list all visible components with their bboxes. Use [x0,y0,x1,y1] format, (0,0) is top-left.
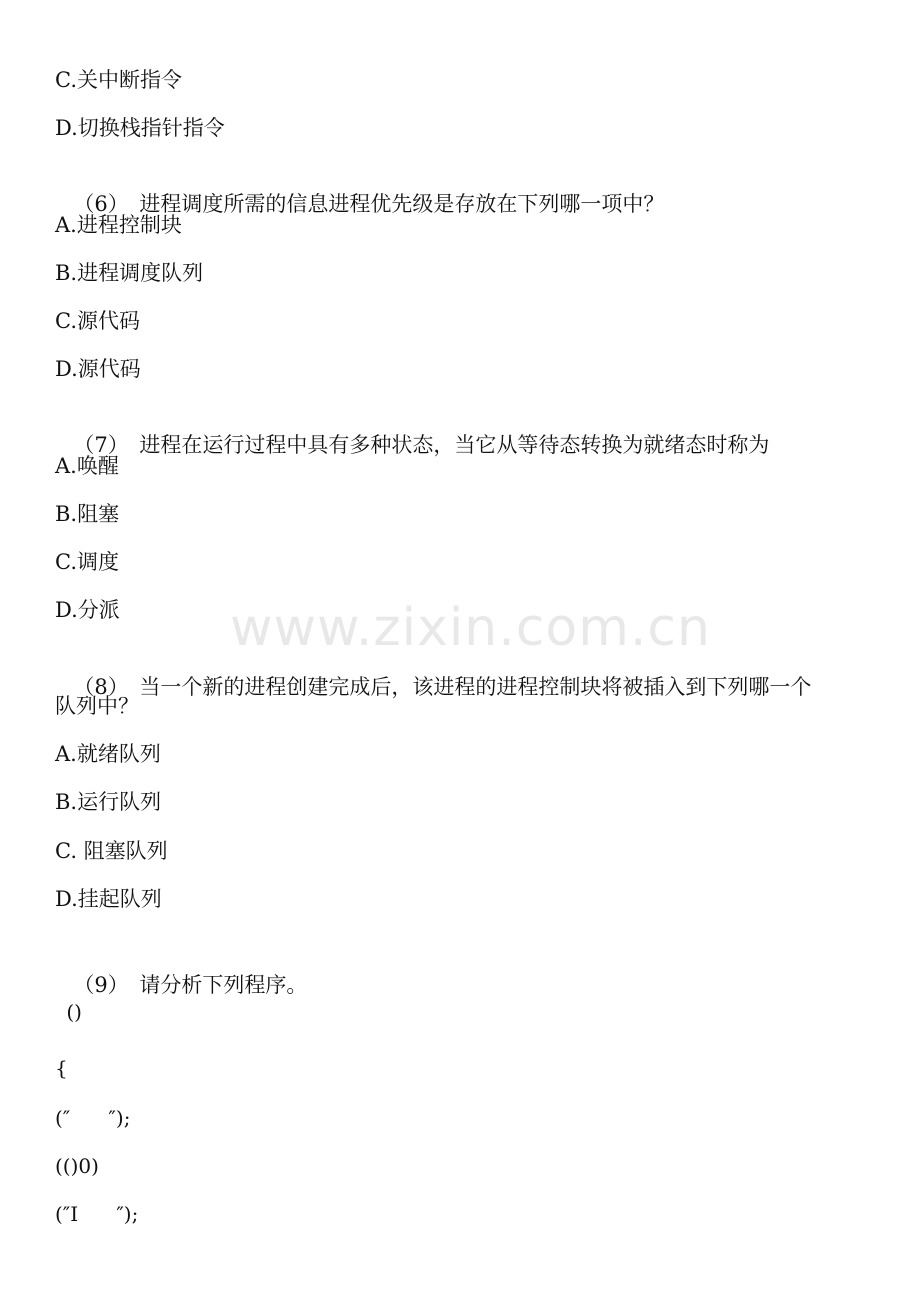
question-8-option-c: C. 阻塞队列 [55,839,168,863]
question-7-option-b: B.阻塞 [55,502,120,526]
question-8-text-continued: 队列中？ [55,694,139,718]
question-6-option-a: A.进程控制块 [55,213,182,237]
question-8-option-d: D.挂起队列 [55,887,162,911]
question-9 [60,943,307,999]
code-line-1: () [60,1000,82,1024]
question-8-option-b: B.运行队列 [55,790,162,814]
question-6-option-c: C.源代码 [55,309,140,333]
question-7-option-d: D.分派 [55,598,120,622]
question-9-text: 请分析下列程序。 [139,973,308,997]
question-8-number: （8） [73,675,129,699]
question-6-number: （6） [73,192,129,216]
code-line-3: (″ ″); [55,1106,131,1130]
question-6-text: 进程调度所需的信息进程优先级是存放在下列哪一项中？ [139,192,665,216]
option-c-disable-interrupt: C.关中断指令 [55,68,182,92]
code-line-2: { [55,1056,68,1080]
question-7-number: （7） [73,433,129,457]
question-7-option-c: C.调度 [55,550,119,574]
question-7-option-a: A.唤醒 [55,454,119,478]
watermark: www.zixin.com.cn [230,598,711,658]
question-8-text: 当一个新的进程创建完成后，该进程的进程控制块将被插入到下列哪一个 [139,675,812,699]
question-7-text: 进程在运行过程中具有多种状态，当它从等待态转换为就绪态时称为 [139,433,770,457]
option-d-switch-stack-pointer: D.切换栈指针指令 [55,116,225,140]
code-line-5: (″I ″); [55,1202,139,1226]
question-8-option-a: A.就绪队列 [55,742,161,766]
question-6-option-b: B.进程调度队列 [55,261,204,285]
question-7 [60,403,769,459]
code-line-4: (()0) [55,1154,99,1178]
question-6-option-d: D.源代码 [55,357,141,381]
question-6 [60,162,664,218]
question-9-number: （9） [73,973,129,997]
